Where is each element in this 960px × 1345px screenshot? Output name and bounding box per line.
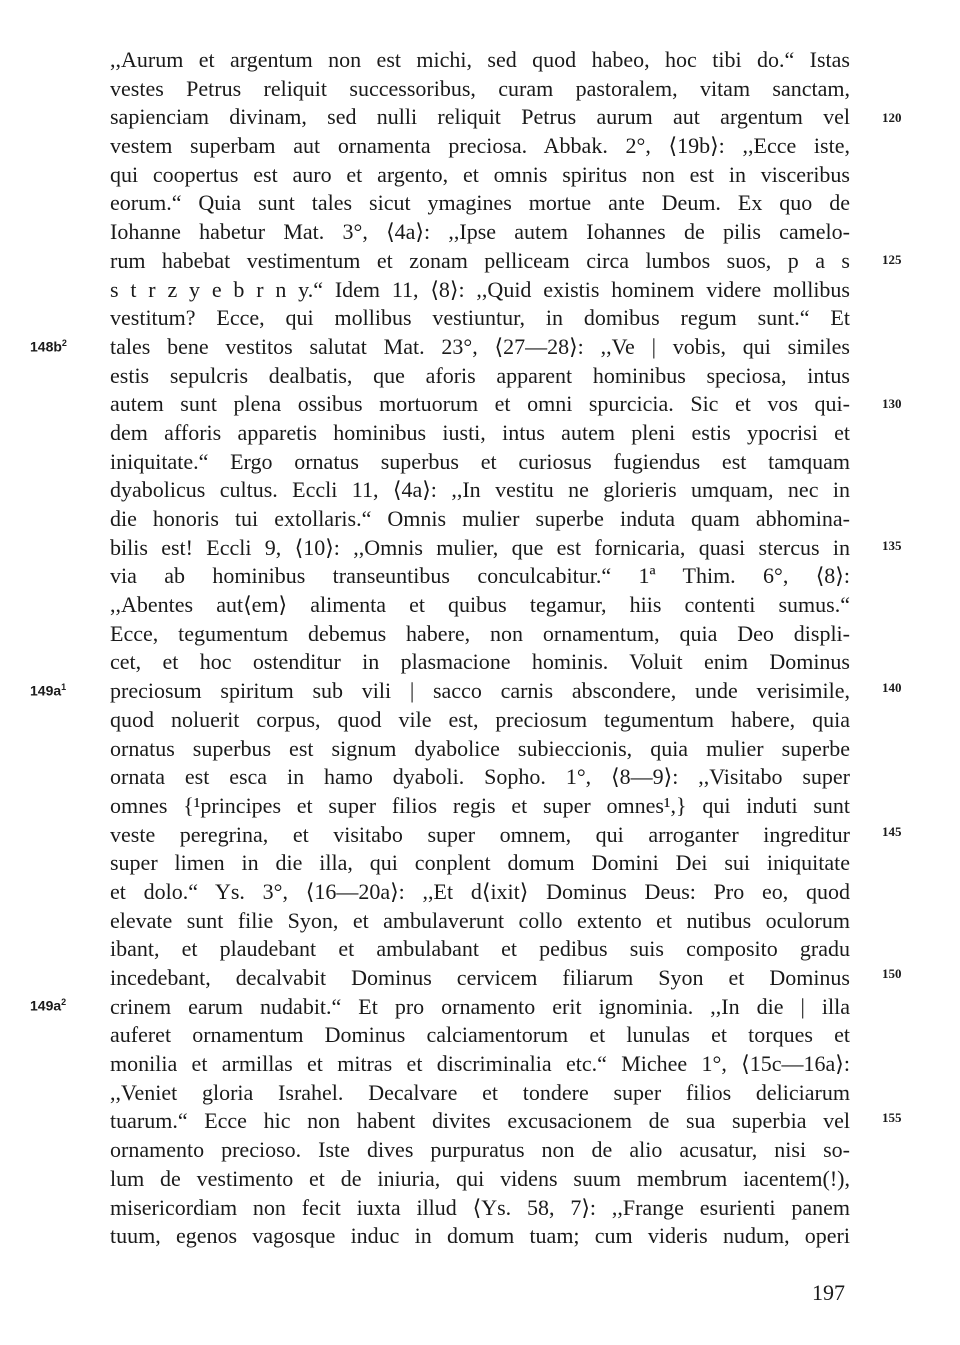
text-line: sapienciam divinam, sed nulli reliquit Petrus aurum aut argentum vel: [110, 104, 850, 130]
text-line: quod noluerit corpus, quod vile est, preciosum tegumentum habere, quia: [110, 706, 850, 732]
text-line: Iohanne habetur Mat. 3°, ⟨4a⟩: ,,Ipse autem Iohannes de pilis camelo-: [110, 219, 850, 245]
text-line: misericordiam non fecit iuxta illud ⟨Ys. 58, 7⟩: ,,Frange esurienti panem: [110, 1194, 850, 1220]
line-number: 140: [882, 680, 902, 695]
text-line: rum habebat vestimentum et zonam pelliceam circa lumbos suos, p a s: [110, 247, 850, 273]
page-number: 197: [812, 1280, 845, 1305]
text-line: vestes Petrus reliquit successoribus, curam pastoralem, vitam sanctam,: [110, 75, 850, 101]
text-line: bilis est! Eccli 9, ⟨10⟩: ,,Omnis mulier, que est fornicaria, quasi stercus in: [110, 534, 850, 560]
folio-marker: $148b^2$: [30, 338, 67, 355]
text-line: tuarum.“ Ecce hic non habent divites excusacionem de sua superbia vel: [110, 1108, 850, 1134]
folio-marker: $149a^1$: [30, 682, 67, 699]
text-line: ,,Abentes aut⟨em⟩ alimenta et quibus tegamur, hiis contenti sumus.“: [110, 592, 850, 618]
text-line: ornata est esca in hamo dyaboli. Sopho. 1°, ⟨8—9⟩: ,,Visitabo super: [110, 764, 850, 790]
text-line: auferet ornamentum Dominus calciamentorum et lunulas et torques et: [110, 1022, 850, 1048]
text-line: super limen in die illa, qui conplent domum Domini Dei sui iniquitate: [110, 850, 850, 876]
text-line: Ecce, tegumentum debemus habere, non ornamentum, quia Deo displi-: [110, 620, 850, 646]
text-line: crinem earum nudabit.“ Et pro ornamento erit ignominia. ,,In die | illa: [110, 993, 850, 1019]
text-line: estis sepulcris dealbatis, que aforis apparent hominibus speciosa, intus: [110, 362, 850, 388]
text-line: cet, et hoc ostenditur in plasmacione hominis. Voluit enim Dominus: [110, 649, 850, 675]
body-text: [110, 46, 850, 1251]
text-line: via ab hominibus transeuntibus conculcabitur.“ 1ª Thim. 6°, ⟨8⟩:: [110, 563, 850, 589]
line-number: 130: [882, 396, 902, 411]
text-line: veste peregrina, et visitabo super omnem, qui arroganter ingreditur: [110, 821, 850, 847]
text-line: eorum.“ Quia sunt tales sicut ymagines mortue ante Deum. Ex quo de: [110, 190, 850, 216]
text-line: dem afforis apparetis hominibus iusti, intus autem pleni estis ypocrisi et: [110, 419, 850, 445]
line-number: 145: [882, 824, 902, 839]
line-number: 155: [882, 1110, 902, 1125]
text-line: autem sunt plena ossibus mortuorum et omni spurcicia. Sic et vos qui-: [110, 391, 850, 417]
text-line: vestitum? Ecce, qui mollibus vestiuntur, in domibus regum sunt.“ Et: [110, 305, 850, 331]
text-line: vestem superbam aut ornamenta preciosa. Abbak. 2°, ⟨19b⟩: ,,Ecce iste,: [110, 133, 850, 159]
text-line: et dolo.“ Ys. 3°, ⟨16—20a⟩: ,,Et d⟨ixit⟩ Dominus Deus: Pro eo, quod: [110, 878, 850, 904]
text-line: die honoris tui extollaris.“ Omnis mulier superbe induta quam abhomina-: [110, 506, 850, 531]
text-line: dyabolicus cultus. Eccli 11, ⟨4a⟩: ,,In vestitu ne glorieris umquam, nec in: [110, 477, 850, 503]
text-line: ornamento precioso. Iste dives purpuratus non de alio acusatur, nisi so-: [110, 1137, 850, 1163]
text-line: s t r z y e b r n y.“ Idem 11, ⟨8⟩: ,,Quid existis hominem videre mollibus: [110, 276, 850, 302]
text-line: tales bene vestitos salutat Mat. 23°, ⟨27—28⟩: ,,Ve | vobis, qui similes: [110, 333, 850, 359]
line-number: 120: [882, 110, 902, 125]
text-line: ornatus superbus est signum dyabolice subieccionis, quia mulier superbe: [110, 735, 850, 761]
text-line: ,,Veniet gloria Israhel. Decalvare et tondere super filios deliciarum: [110, 1079, 850, 1105]
text-line: qui coopertus est auro et argento, et omnis spiritus non est in visceribus: [110, 161, 850, 187]
line-number: 150: [882, 966, 902, 981]
text-line: iniquitate.“ Ergo ornatus superbus et curiosus fugiendus est tamquam: [110, 448, 850, 474]
text-line: omnes {¹principes et super filios regis et super omnes¹,} qui induti sunt: [110, 792, 850, 818]
text-line: preciosum spiritum sub vili | sacco carnis abscondere, unde verisimile,: [110, 678, 850, 704]
line-number: 125: [882, 252, 902, 267]
text-line: ibant, et plaudebant et ambulabant et pedibus suis composito gradu: [110, 936, 850, 962]
text-line: tuum, egenos vagosque induc in domum tuam; cum videris nudum, operi: [110, 1223, 850, 1249]
text-line: incedebant, decalvabit Dominus cervicem filiarum Syon et Dominus: [110, 965, 850, 990]
folio-marker: $149a^2$: [30, 997, 67, 1014]
text-line: monilia et armillas et mitras et discriminalia etc.“ Michee 1°, ⟨15c—16a⟩:: [110, 1051, 850, 1077]
text-line: lum de vestimento et de iniuria, qui videns suum membrum iacentem(!),: [110, 1165, 850, 1191]
text-line: elevate sunt filie Syon, et ambulaverunt collo extento et nutibus oculorum: [110, 907, 850, 933]
text-line: ,,Aurum et argentum non est michi, sed quod habeo, hoc tibi do.“ Istas: [110, 47, 850, 72]
line-number: 135: [882, 538, 902, 553]
